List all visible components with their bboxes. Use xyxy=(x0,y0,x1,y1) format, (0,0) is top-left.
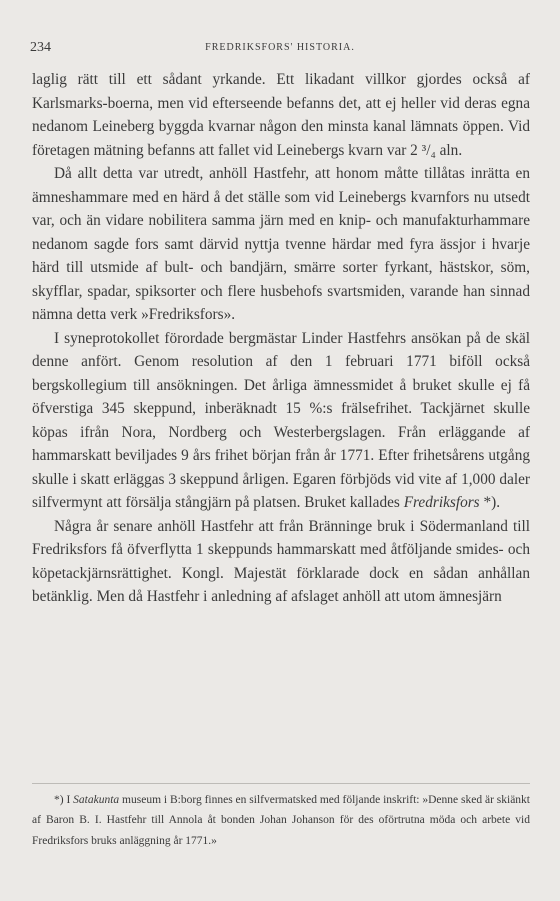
footnotes xyxy=(32,790,530,851)
italic-text: Fredriksfors xyxy=(403,494,480,511)
text-run: *) I xyxy=(54,794,74,806)
text-run: Några år senare anhöll Hastfehr att från Bränninge bruk i Södermanland till Fredriksfors få öfverflytta 1 skeppunds hammarskatt med åtföljande smides- och köpetackjärnsrättighet. Kongl. Majestät förklarade dock en sådan anhållan betänklig. Men då Hastfehr i anledning af afslaget anhöll att utom ämnesjärn xyxy=(32,517,530,605)
body-text xyxy=(32,68,530,609)
footnote xyxy=(32,790,530,851)
text-run: laglig rätt till ett sådant yrkande. Ett likadant villkor gjordes också af Karlsmarks-boerna, men vid efterseende befanns det, att ej heller vid deras egna nedanom Leineberg byggda kvarnar någon den minsta kanal lämnats öppen. Vid företagen mätning befanns att fallet vid Leinebergs kvarn var 2 ³/₄ aln. xyxy=(32,71,530,159)
page-header xyxy=(30,40,530,60)
text-run: I syneprotokollet förordade bergmästar Linder Hastfehrs ansökan på de skäl denne anfört. Genom resolution af den 1 februari 1771 biföll också bergskollegium till ansökningen. Det årliga ämnessmidet å bruket skulle ej få öfverstiga 345 skeppund, inberäknadt 15 %:s frälsefrihet. Tackjärnet skulle köpas ifrån Nora, Nordberg och Westerbergslagen. Från erläggande af hammarskatt beviljades 9 års frihet början från år 1771. Efter frihetsårens utgång skulle i skatt erläggas 3 skeppund årligen. Egaren förbjöds vid vite af 1,000 daler silfvermynt att försälja stångjärn på platsen. Bruket kallades xyxy=(32,329,530,511)
paragraph xyxy=(32,327,530,515)
text-run: museum i B:borg finnes en silfvermatsked med följande inskrift: »Denne sked är skiänkt af Baron B. I. Hastfehr till Annola åt bonden Johan Johanson för des oförtrutna möda och arbete vid Fredriksfors bruks anläggning år 1771.» xyxy=(32,794,530,847)
paragraph xyxy=(32,515,530,609)
page-number: 234 xyxy=(30,40,51,55)
italic-text: Satakunta xyxy=(73,794,120,806)
paragraph xyxy=(32,68,530,162)
footnote-divider xyxy=(32,783,530,784)
paragraph xyxy=(32,162,530,327)
running-head: FREDRIKSFORS' HISTORIA. xyxy=(205,42,355,53)
text-run: *). xyxy=(479,494,501,511)
text-run: Då allt detta var utredt, anhöll Hastfehr, att honom måtte tillåtas inrätta en ämneshammare med en härd å det ställe som vid Leinebergs kvarnfors nu utsedt var, och än vidare nobilitera samma järn med en knip- och manufakturhammare nedanom sagde fors samt därvid nyttja tvenne härdar med fyra ässjor i hvarje härd till utsmide af bult- och bandjärn, smärre sorter fyrkant, hästskor, söm, skyfflar, spadar, spiksorter och flere husbehofs svartsmiden, varande han sinnad nämna detta verk »Fredriksfors». xyxy=(32,165,530,323)
